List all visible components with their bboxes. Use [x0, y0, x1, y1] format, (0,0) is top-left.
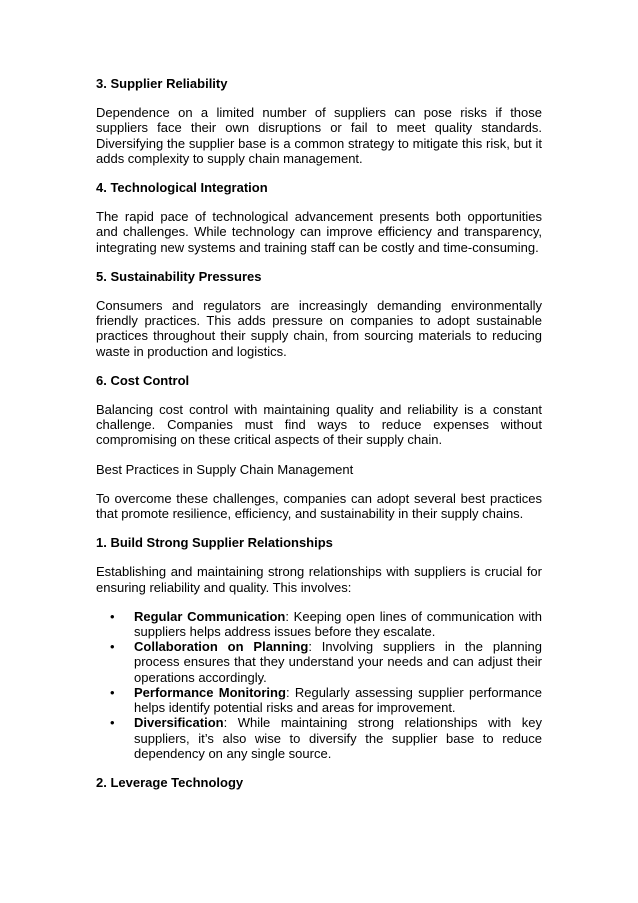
bullet-title: Regular Communication — [134, 608, 286, 624]
bullet-icon: • — [110, 639, 115, 655]
list-item — [110, 715, 542, 761]
section-heading-cost-control: 6. Cost Control — [96, 372, 190, 388]
list-item — [110, 608, 542, 640]
list-item — [110, 639, 542, 685]
bullet-text: : While maintaining strong relationships with key suppliers, it’s also wise to diversify the supplier base to reduce dependency on any single source. — [134, 715, 542, 761]
bullet-text: : Involving suppliers in the planning process ensures that they understand your needs and can adjust their operations accordingly. — [134, 639, 542, 685]
section-body-supplier-reliability: Dependence on a limited number of suppliers can pose risks if those suppliers face their own disruptions or fail to meet quality standards. Diversifying the supplier base is a common strategy to mitigate this risk, but it adds complexity to supply chain management. — [96, 105, 542, 166]
practice-intro-supplier-relationships: Establishing and maintaining strong relationships with suppliers is crucial for ensuring reliability and quality. This involves: — [96, 564, 542, 595]
best-practices-intro: To overcome these challenges, companies can adopt several best practices that promote resilience, efficiency, and sustainability in their supply chains. — [96, 490, 542, 522]
section-body-cost-control: Balancing cost control with maintaining quality and reliability is a constant challenge. Companies must find ways to reduce expenses without compromising on these critical aspects of their supply chain. — [96, 402, 542, 448]
bullet-icon: • — [110, 684, 115, 700]
practice-heading-leverage-technology: 2. Leverage Technology — [96, 774, 244, 790]
bullet-icon: • — [110, 608, 115, 624]
practice-bullet-list — [96, 609, 542, 761]
best-practices-title: Best Practices in Supply Chain Management — [96, 461, 354, 477]
list-item — [110, 684, 542, 716]
section-body-technological-integration: The rapid pace of technological advancement presents both opportunities and challenges. While technology can improve efficiency and transparency, integrating new systems and training staff can be costly and time-consuming. — [96, 209, 542, 255]
document-content — [96, 76, 542, 804]
bullet-title: Diversification — [134, 715, 224, 731]
section-heading-sustainability-pressures: 5. Sustainability Pressures — [96, 268, 262, 284]
bullet-text: : Regularly assessing supplier performance helps identify potential risks and areas for improvement. — [134, 684, 542, 716]
bullet-text: : Keeping open lines of communication with suppliers helps address issues before they escalate. — [134, 608, 542, 640]
section-body-sustainability-pressures: Consumers and regulators are increasingly demanding environmentally friendly practices. This adds pressure on companies to adopt sustainable practices throughout their supply chain, from sourcing materials to reducing waste in production and logistics. — [96, 298, 542, 359]
bullet-title: Performance Monitoring — [134, 684, 286, 700]
bullet-icon: • — [110, 715, 115, 731]
section-heading-supplier-reliability: 3. Supplier Reliability — [96, 76, 228, 91]
practice-heading-supplier-relationships: 1. Build Strong Supplier Relationships — [96, 535, 333, 551]
bullet-title: Collaboration on Planning — [134, 639, 309, 655]
section-heading-technological-integration: 4. Technological Integration — [96, 180, 268, 196]
